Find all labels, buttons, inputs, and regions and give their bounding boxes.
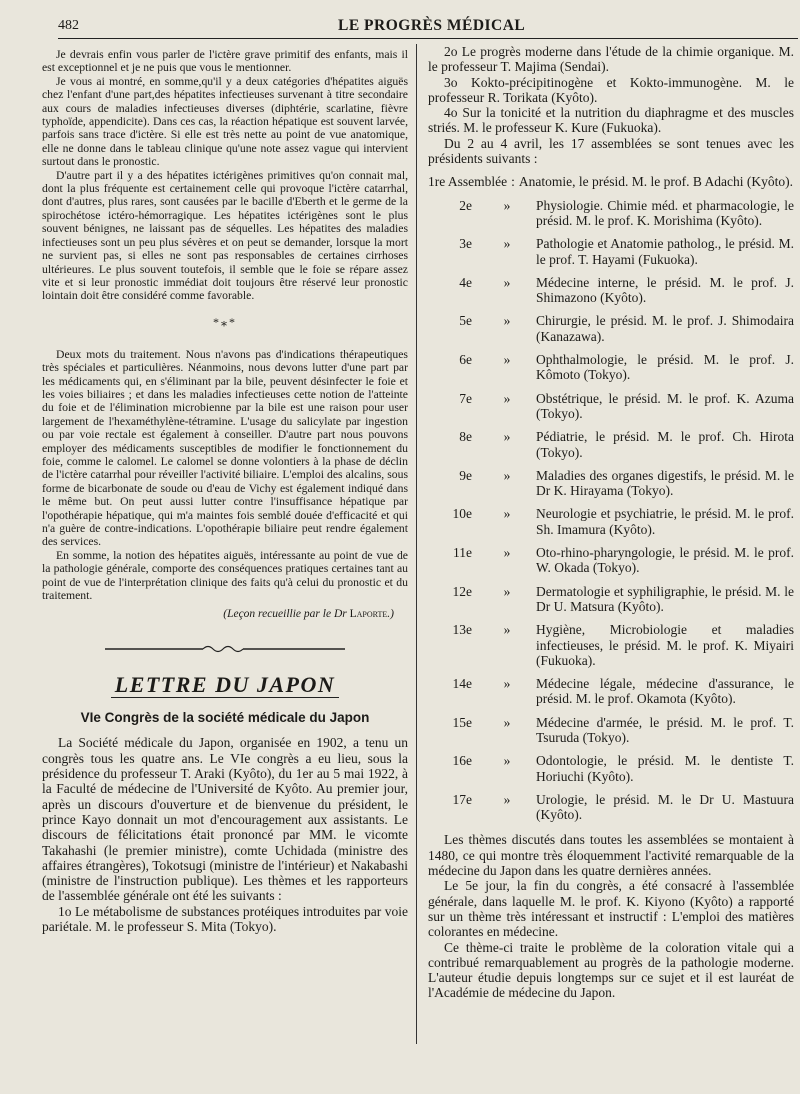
signoff-name: Laporte	[349, 608, 388, 621]
section-title-text: LETTRE DU JAPON	[111, 672, 340, 698]
assembly-separator: :	[511, 174, 515, 190]
list-item	[428, 429, 794, 460]
assembly-list	[428, 174, 794, 822]
assembly-text: Médecine d'armée, le présid. M. le prof. T. Tsuruda (Tokyo).	[536, 714, 794, 745]
assembly-number: 6e	[459, 352, 472, 368]
paragraph: Les thèmes discutés dans toutes les assemblées se montaient à 1480, ce qui montre très éloquemment l'activité remarquable de la médecine du Japon dans les quatre dernières années.	[428, 832, 794, 879]
list-item	[428, 198, 794, 229]
assembly-text: Médecine interne, le présid. M. le prof. J. Shimazono (Kyôto).	[536, 274, 794, 306]
paragraph: Deux mots du traitement. Nous n'avons pas d'indications thérapeutiques très spéciales et particulières. Néanmoins, nous devons lutter d'une part par les médicaments qui, en s'éliminant par la bile, peuvent désinfecter le foie et les voies biliaires ; et dans les maladies infectieuses cette notion de l'atteinte du foie et de l'élimination microbienne par la bile est une raison pour user largement de l'hexaméthylène-tétramine. L'usage du salicylate par ingestion ou par voie rectale est également à conseiller. D'autre part nous pouvons employer des médicaments susceptibles de modifier le fonctionnement du foie, comme le calomel. Le calomel se donne volontiers à la phase de déclin de l'ictère catarrhal pour réveiller l'activité biliaire. L'emploi des alcalins, sous forme de bicarbonate de soude ou d'eau de Vichy est également indiqué dans le même but. On peut aussi lutter contre l'insuffisance hépatique par l'opothérapie hépatique, qui m'a maintes fois semblé douée d'efficacité et qui n'a guère de contre-indications. L'opothérapie biliaire peut rendre également des services.	[42, 347, 408, 549]
list-item	[428, 715, 794, 746]
column-divider	[416, 44, 417, 1044]
paragraph: En somme, la notion des hépatites aiguës, intéressante au point de vue de la pathologie générale, comporte des conséquences pratiques certaines tant au point de vue de l'interprétation clinique des faits qu'à celui du pronostic et du traitement.	[42, 548, 408, 603]
assembly-text: Ophthalmologie, le présid. M. le prof. J. Kômoto (Tokyo).	[536, 352, 794, 383]
article-subtitle: VIe Congrès de la société médicale du Japon	[80, 710, 370, 726]
right-column	[428, 44, 794, 1001]
assembly-number: 11e	[453, 545, 472, 561]
ditto-mark: »	[503, 352, 511, 368]
assembly-text: Obstétrique, le présid. M. le prof. K. Azuma (Tokyo).	[536, 390, 794, 421]
assembly-number: 13e	[452, 622, 472, 638]
assembly-number: 3e	[459, 236, 472, 252]
assembly-number: 8e	[459, 429, 472, 445]
list-item	[428, 236, 794, 267]
paragraph: Du 2 au 4 avril, les 17 assemblées se sont tenues avec les présidents suivants :	[428, 135, 794, 167]
assembly-text: Physiologie. Chimie méd. et pharmacologie, le présid. M. le prof. K. Morishima (Kyôto).	[536, 197, 794, 228]
assembly-text: Maladies des organes digestifs, le présid. M. le Dr K. Hirayama (Tokyo).	[536, 467, 794, 499]
ditto-mark: »	[503, 753, 511, 769]
treatment-section	[42, 348, 408, 603]
ditto-mark: »	[503, 622, 511, 638]
paragraph: Ce thème-ci traite le problème de la coloration vitale qui a contribué remarquablement au progrès de la pathologie moderne. L'auteur étudie depuis longtemps sur ce sujet et il est lauréat de l'Académie de médecine du Japon.	[428, 939, 794, 1001]
assembly-number: 4e	[459, 274, 472, 290]
ditto-mark: »	[503, 583, 511, 599]
header-rule	[58, 38, 798, 39]
assembly-text: Chirurgie, le présid. M. le prof. J. Shimodaira (Kanazawa).	[536, 313, 794, 344]
list-item	[428, 352, 794, 383]
ditto-mark: »	[503, 313, 511, 329]
assembly-number: 5e	[459, 313, 472, 329]
list-item	[428, 313, 794, 344]
ditto-mark: »	[503, 236, 511, 252]
section-asterism: *⁎*	[213, 314, 237, 329]
ditto-mark: »	[503, 197, 511, 213]
paragraph: La Société médicale du Japon, organisée en 1902, a tenu un congrès tous les quatre ans. Le VIe congrès a eu lieu, sous la présidence du professeur T. Araki (Kyôto), du 1er au 5 mai 1922, à la Faculté de médecine de l'Université de Kyôto. Au premier jour, après un discours d'ouverture et de bienvenue du président, le prince Kayo donnait un mot d'encouragement aux assistants. Le discours de félicitations était prononcé par MM. le vicomte Takahashi (le premier ministre), comte Uchidada (ministre des affaires étrangères), Tokotsugi (ministre de l'intérieur) et Nakabashi (ministre de l'instruction publique). Les thèmes et les rapporteurs de l'assemblée générale ont été les suivants :	[42, 735, 408, 904]
paragraph: Je devrais enfin vous parler de l'ictère grave primitif des enfants, mais il est exceptionnel et je ne puis que vous le mentionner.	[42, 48, 408, 75]
ditto-mark: »	[503, 545, 511, 561]
section-title	[42, 672, 408, 698]
list-item	[428, 506, 794, 537]
assembly-number: 17e	[452, 791, 472, 807]
assembly-number: 12e	[452, 583, 472, 599]
ditto-mark: »	[503, 791, 511, 807]
assembly-text: Pédiatrie, le présid. M. le prof. Ch. Hirota (Tokyo).	[536, 429, 794, 460]
assembly-text: Oto-rhino-pharyngologie, le présid. M. le prof. W. Okada (Tokyo).	[536, 545, 794, 576]
list-item	[428, 622, 794, 668]
paragraph: 3o Kokto-précipitinogène et Kokto-immunogène. M. le professeur R. Torikata (Kyôto).	[428, 74, 794, 105]
ditto-mark: »	[503, 467, 511, 483]
assembly-text: Pathologie et Anatomie patholog., le présid. M. le prof. T. Hayami (Fukuoka).	[536, 236, 794, 267]
signoff	[42, 608, 408, 620]
signoff-suffix: .)	[387, 608, 394, 621]
assembly-text: Médecine légale, médecine d'assurance, le présid. M. le prof. Okamota (Kyôto).	[536, 676, 794, 707]
assembly-text: Dermatologie et syphiligraphie, le présid. M. le Dr U. Matsura (Kyôto).	[536, 583, 794, 614]
assembly-text: Odontologie, le présid. M. le dentiste T. Horiuchi (Kyôto).	[536, 753, 794, 784]
assembly-text: Hygiène, Microbiologie et maladies infectieuses, le présid. M. le prof. K. Miyairi (Fukuoka).	[536, 622, 794, 668]
lecture-conclusion	[42, 48, 408, 303]
paragraph: D'autre part il y a des hépatites ictérigènes primitives qu'on connait mal, dont la plus fréquente est certainement celle qui provoque l'ictère catarrhal, dont d'autres, plus rares, sont causées par le bacille d'Eberth et le germe de la spirochétose ictéro-hémorragique. Les hépatites ictérigènes sont le plus souvent bénignes, ne laissant pas de séquelles. Les hépatites des maladies infectieuses sont un peu plus sévères et on peut se demander, lorsque la mort ne survient pas, si elles ne sont pas responsables de certaines cirrhoses ultérieures. Le plus souvent toutefois, il semble que le foie se répare assez vite et si leur pronostic immédiat doit toujours être réservé leur pronostic lointain doit être considéré comme favorable.	[42, 168, 408, 303]
assembly-text: Urologie, le présid. M. le Dr U. Mastuura (Kyôto).	[536, 791, 794, 823]
ditto-mark: »	[503, 274, 511, 290]
ditto-mark: »	[503, 429, 511, 445]
list-item	[428, 275, 794, 306]
list-item	[428, 792, 794, 823]
list-item	[428, 174, 794, 189]
assembly-number: 7e	[459, 390, 472, 406]
paragraph: 4o Sur la tonicité et la nutrition du diaphragme et des muscles striés. M. le professeur K. Kure (Fukuoka).	[428, 105, 794, 136]
list-item	[428, 584, 794, 615]
list-item	[428, 753, 794, 784]
list-item	[428, 676, 794, 707]
paragraph: Le 5e jour, la fin du congrès, a été consacré à l'assemblée générale, dans laquelle M. le prof. K. Kiyono (Kyôto) a rapporté sur un thème très intéressant et instructif : L'emploi des matières colorantes en médecine.	[428, 878, 794, 940]
signoff-prefix: (Leçon recueillie par le Dr	[223, 608, 350, 621]
left-column	[42, 48, 408, 934]
ditto-mark: »	[503, 390, 511, 406]
ornament-rule	[105, 644, 345, 654]
assembly-number: 10e	[452, 506, 472, 522]
ditto-mark: »	[503, 676, 511, 692]
list-item	[428, 545, 794, 576]
assembly-number: 15e	[452, 714, 472, 730]
list-item	[428, 391, 794, 422]
ditto-mark: »	[503, 714, 511, 730]
assembly-number: 1re Assemblée	[428, 174, 508, 190]
journal-title: LE PROGRÈS MÉDICAL	[338, 17, 526, 34]
assembly-number: 2e	[459, 197, 472, 213]
paragraph: Je vous ai montré, en somme,qu'il y a deux catégories d'hépatites aiguës chez l'enfant d'une part,des hépatites infectieuses survenant à titre secondaire aux cours de maladies infectieuses diverses (diphtérie, scarlatine, fièvre typhoïde, appendicite). Dans ces cas, la réaction hépatique est souvent larvée, parfois sans trace d'ictère. Si elle est très nette au point de vue anatomique, elle ne donne dans le tableau clinique qu'une note assez vague qui intervient surtout dans le pronostic.	[42, 74, 408, 169]
assembly-number: 14e	[452, 676, 472, 692]
list-item	[428, 468, 794, 499]
assembly-number: 9e	[459, 467, 472, 483]
assembly-text: Anatomie, le présid. M. le prof. B Adachi (Kyôto).	[518, 174, 793, 190]
paragraph: 1o Le métabolisme de substances protéiques introduites par voie pariétale. M. le professeur S. Mita (Tokyo).	[42, 903, 408, 934]
assembly-number: 16e	[452, 753, 472, 769]
paragraph: 2o Le progrès moderne dans l'étude de la chimie organique. M. le professeur T. Majima (Sendai).	[428, 44, 794, 75]
assembly-text: Neurologie et psychiatrie, le présid. M. le prof. Sh. Imamura (Kyôto).	[536, 506, 794, 537]
ditto-mark: »	[503, 506, 511, 522]
page-number: 482	[58, 18, 79, 33]
